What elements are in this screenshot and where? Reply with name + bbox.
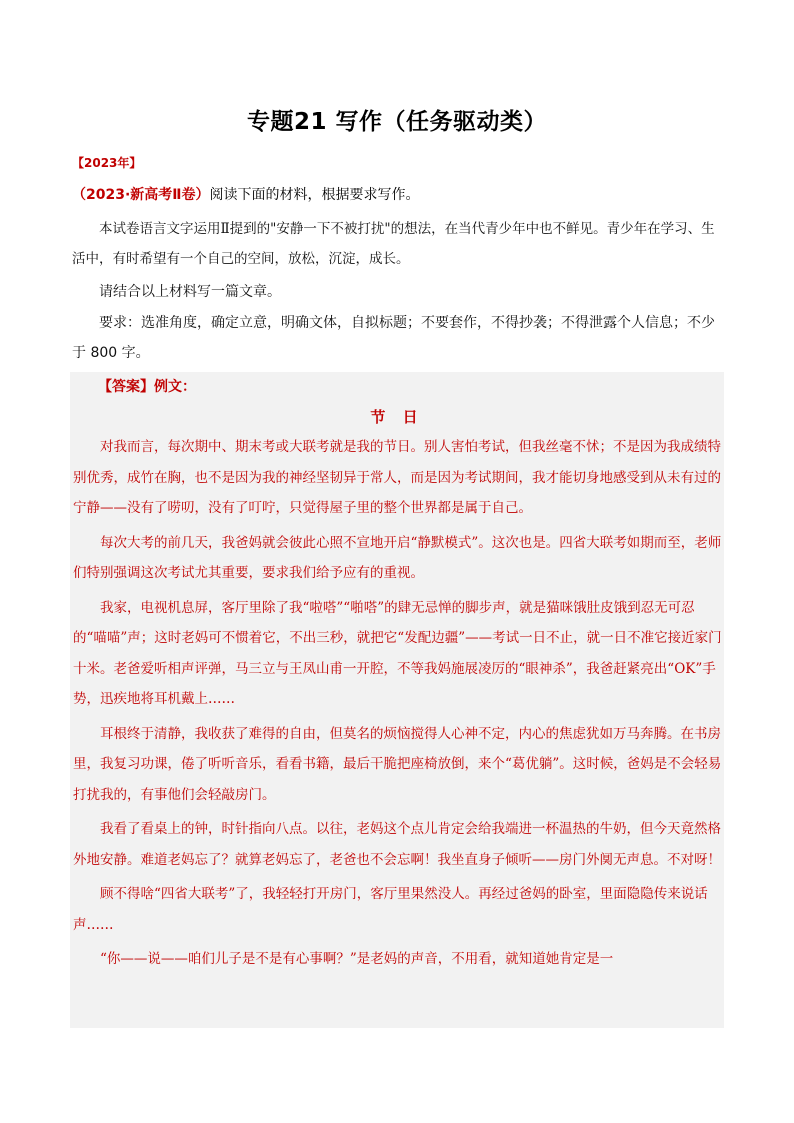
- essay-paragraph: “你——说——咱们儿子是不是有心事啊？”是老妈的声音，不用看，就知道她肯定是一: [100, 951, 614, 967]
- answer-header: 【答案】例文：: [98, 379, 196, 395]
- essay-paragraph: 顾不得啥“四省大联考”了，我轻轻打开房门，客厅里果然没人。再经过爸妈的卧室，里面隐隐传来说话声……: [73, 886, 708, 933]
- prompt-requirements: 要求：选准角度，确定立意，明确文体，自拟标题；不要套作，不得抄袭；不得泄露个人信息；不少于 800 字。: [72, 315, 715, 361]
- question-source-line: [72, 184, 420, 204]
- exam-source-tag: （2023·新高考Ⅱ卷）: [72, 187, 210, 203]
- essay-paragraph: 耳根终于清静，我收获了难得的自由，但莫名的烦恼搅得人心神不定，内心的焦虑犹如万马奔腾。在书房里，我复习功课，倦了听听音乐，看看书籍，最后干脆把座椅放倒，来个“葛优躺”。这时候，爸妈是不会轻易打扰我的，有事他们会轻敲房门。: [73, 725, 722, 803]
- prompt-instruction: 请结合以上材料写一篇文章。: [99, 284, 281, 300]
- essay-paragraph: 对我而言，每次期中、期末考或大联考就是我的节日。别人害怕考试，但我丝毫不怵；不是因为我成绩特别优秀，成竹在胸，也不是因为我的神经坚韧异于常人，而是因为考试期间，我才能切身地感受到从未有过的宁静——没有了唠叨，没有了叮咛，只觉得屋子里的整个世界都是属于自己。: [73, 439, 721, 516]
- essay-title: 节 日: [370, 408, 424, 426]
- essay-paragraph: 我家，电视机息屏，客厅里除了我“啦嗒”“啪嗒”的肆无忌惮的脚步声，就是猫咪饿肚皮饿到忍无可忍的“喵喵”声；这时老妈可不惯着它，不出三秒，就把它“发配边疆”——考试一日不止，就一日不准它接近家门十米。老爸爱听相声评弹，马三立与王凤山甫一开腔，不等我妈施展凌厉的“眼神杀”，我爸赶紧亮出“OK”手势，迅疾地将耳机戴上……: [73, 599, 722, 707]
- prompt-material: 本试卷语言文字运用Ⅱ提到的"安静一下不被打扰"的想法，在当代青少年中也不鲜见。青少年在学习、生活中，有时希望有一个自己的空间，放松，沉淀，成长。: [72, 221, 715, 267]
- source-instruction: 阅读下面的材料，根据要求写作。: [209, 187, 420, 203]
- page-title: 专题21 写作（任务驱动类）: [246, 109, 547, 135]
- year-tag: 【2023年】: [72, 156, 142, 170]
- answer-section: [70, 372, 724, 1028]
- essay-paragraph: 每次大考的前几天，我爸妈就会彼此心照不宣地开启“静默模式”。这次也是。四省大联考如期而至，老师们特别强调这次考试尤其重要，要求我们给予应有的重视。: [73, 534, 722, 581]
- essay-body: [73, 432, 723, 979]
- essay-paragraph: 我看了看桌上的钟，时针指向八点。以往，老妈这个点儿肯定会给我端进一杯温热的牛奶，但今天竟然格外地安静。难道老妈忘了？就算老妈忘了，老爸也不会忘啊！我坐直身子倾听——房门外阒无声息。不对呀！: [73, 821, 721, 868]
